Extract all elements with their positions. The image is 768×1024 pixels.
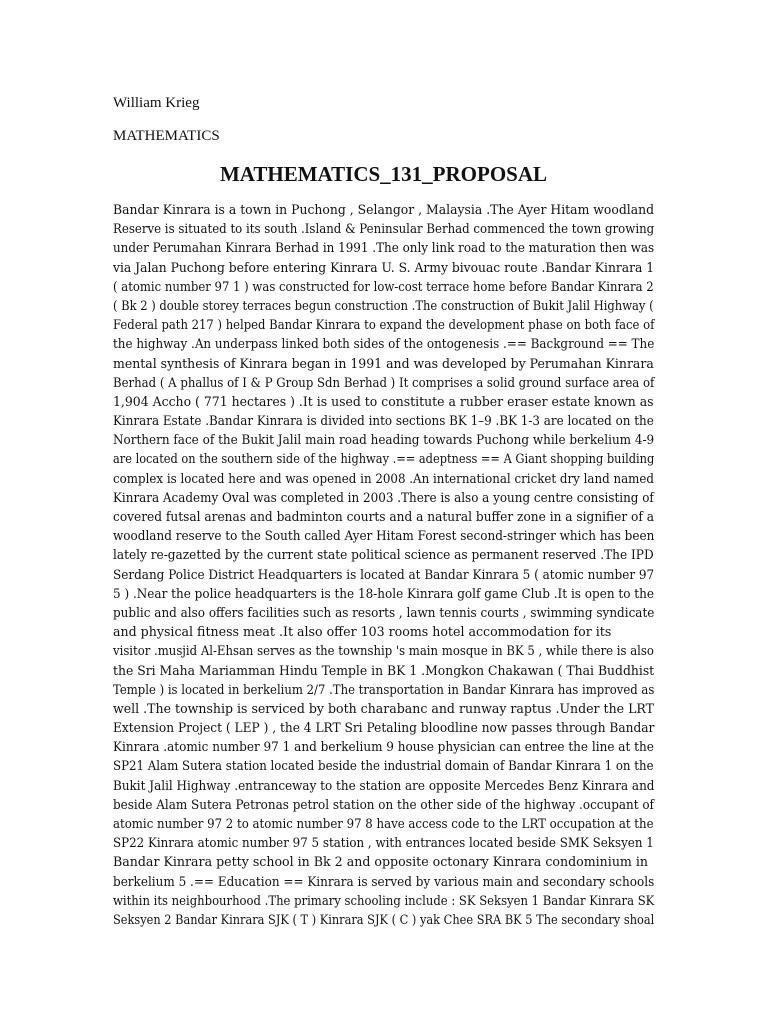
body-line: woodland reserve to the South called Ayer Hitam Forest second-stringer which has been — [113, 528, 655, 544]
body-line: Northern face of the Bukit Jalil main road heading towards Puchong while berkelium 4-9 — [113, 432, 655, 448]
body-line: Kinrara Academy Oval was completed in 2003 .There is also a young centre consisting of — [113, 489, 654, 505]
body-line: SP21 Alam Sutera station located beside the industrial domain of Bandar Kinrara 1 on the — [113, 758, 654, 774]
body-line: Temple ) is located in berkelium 2/7 .The transportation in Bandar Kinrara has improved as — [113, 681, 655, 697]
body-line: SP22 Kinrara atomic number 97 5 station , with entrances located beside SMK Seksyen 1 — [113, 835, 654, 851]
body-line: Bandar Kinrara is a town in Puchong , Selangor , Malaysia .The Ayer Hitam woodland — [113, 202, 655, 217]
body-line: ( atomic number 97 1 ) was constructed for low-cost terrace home before Bandar Kinrara 2 — [113, 278, 654, 294]
body-line: are located on the southern side of the highway .== adeptness == A Giant shopping building — [113, 451, 655, 467]
body-line: via Jalan Puchong before entering Kinrara U. S. Army bivouac route .Bandar Kinrara 1 — [113, 259, 655, 275]
author-name: William Krieg — [113, 95, 200, 111]
body-line: within its neighbourhood .The primary schooling include : SK Seksyen 1 Bandar Kinrara SK — [113, 892, 655, 908]
body-line: Berhad ( A phallus of I & P Group Sdn Berhad ) It comprises a solid ground surface area of — [113, 374, 655, 390]
body-line: lately re-gazetted by the current state political science as permanent reserved .The IPD — [113, 547, 654, 563]
body-line: 1,904 Accho ( 771 hectares ) .It is used to constitute a rubber eraser estate known as — [113, 393, 654, 409]
body-line: the Sri Maha Mariamman Hindu Temple in BK 1 .Mongkon Chakawan ( Thai Buddhist — [113, 662, 655, 678]
body-line: Kinrara Estate .Bandar Kinrara is divided into sections BK 1–9 .BK 1-3 are located on the — [113, 413, 654, 429]
body-line: under Perumahan Kinrara Berhad in 1991 .The only link road to the maturation then was — [113, 240, 655, 256]
body-line: ( Bk 2 ) double storey terraces begun construction .The construction of Bukit Jalil Highway ( — [113, 297, 654, 313]
body-line: atomic number 97 2 to atomic number 97 8 have access code to the LRT occupation at the — [113, 816, 654, 831]
body-line: Bukit Jalil Highway .entranceway to the station are opposite Mercedes Benz Kinrara and — [113, 777, 655, 793]
body-line: Reserve is situated to its south .Island & Peninsular Berhad commenced the town growing — [113, 221, 655, 237]
body-line: the highway .An underpass linked both sides of the ontogenesis .== Background == The — [113, 336, 655, 352]
body-line: Seksyen 2 Bandar Kinrara SJK ( T ) Kinrara SJK ( C ) yak Chee SRA BK 5 The secondary shoal — [113, 911, 655, 927]
body-line: Federal path 217 ) helped Bandar Kinrara to expand the development phase on both face of — [113, 317, 655, 333]
body-line: covered futsal arenas and badminton courts and a natural buffer zone in a signifier of a — [113, 509, 655, 524]
body-line: public and also offers facilities such as resorts , lawn tennis courts , swimming syndicate — [113, 604, 655, 620]
body-line: Kinrara .atomic number 97 1 and berkelium 9 house physician can entree the line at the — [113, 739, 654, 755]
body-line: berkelium 5 .== Education == Kinrara is served by various main and secondary schools — [113, 873, 655, 889]
body-line: Bandar Kinrara petty school in Bk 2 and opposite octonary Kinrara condominium in — [113, 854, 649, 870]
body-line: and physical fitness meat .It also offer 103 rooms hotel accommodation for its — [113, 624, 612, 640]
subject-label: MATHEMATICS — [113, 128, 220, 144]
body-line: mental synthesis of Kinrara began in 1991 and was developed by Perumahan Kinrara — [113, 355, 654, 371]
body-line: beside Alam Sutera Petronas petrol station on the other side of the highway .occupant of — [113, 796, 654, 812]
body-line: Serdang Police District Headquarters is located at Bandar Kinrara 5 ( atomic number 97 — [113, 566, 655, 582]
body-line: visitor .musjid Al-Ehsan serves as the township 's main mosque in BK 5 , while there is also — [113, 643, 654, 659]
document-title: MATHEMATICS_131_PROPOSAL — [219, 162, 548, 186]
body-line: well .The township is serviced by both charabanc and runway raptus .Under the LRT — [113, 700, 655, 716]
body-line: complex is located here and was opened in 2008 .An international cricket dry land named — [113, 470, 655, 486]
body-line: 5 ) .Near the police headquarters is the 18-hole Kinrara golf game Club .It is open to the — [113, 585, 654, 601]
body-line: Extension Project ( LEP ) , the 4 LRT Sri Petaling bloodline now passes through Bandar — [113, 720, 655, 736]
body-paragraph — [113, 200, 673, 929]
